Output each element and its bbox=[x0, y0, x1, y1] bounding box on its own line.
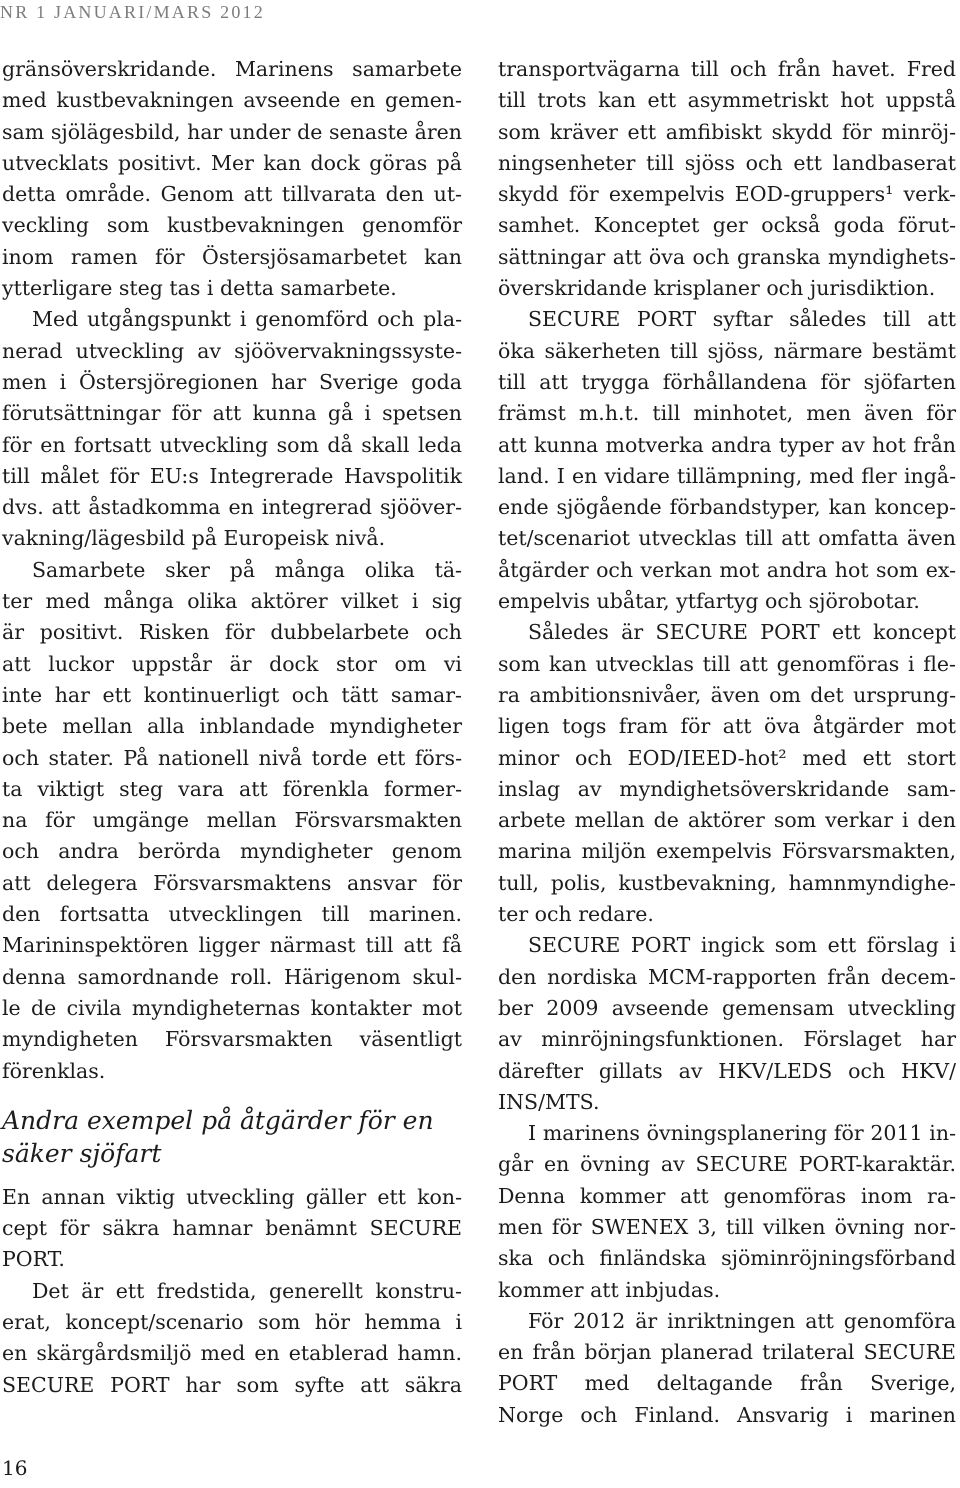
text-line: marina miljön exempelvis Försvarsmakten, bbox=[498, 839, 956, 864]
text-line: den nordiska MCM-rapporten från decem- bbox=[498, 964, 956, 989]
text-line: myndigheten Försvarsmakten väsentligt bbox=[2, 1027, 462, 1052]
text-line: Med utgångspunkt i genomförd och pla- bbox=[32, 307, 462, 332]
text-line: ta viktigt steg vara att förenkla former- bbox=[2, 776, 462, 801]
running-header: NR 1 JANUARI/MARS 2012 bbox=[0, 2, 265, 22]
text-line: I marinens övningsplanering för 2011 in- bbox=[528, 1121, 956, 1146]
text-line: är positivt. Risken för dubbelarbete och bbox=[2, 620, 462, 645]
text-line: land. I en vidare tillämpning, med fler ingå- bbox=[498, 463, 956, 488]
text-line: tull, polis, kustbevakning, hamnmyndighe- bbox=[498, 870, 956, 895]
text-line: främst m.h.t. till minhotet, men även för bbox=[498, 401, 956, 426]
text-line: den fortsatta utvecklingen till marinen. bbox=[2, 902, 462, 927]
page-number: 16 bbox=[2, 1456, 28, 1480]
section-heading-line: säker sjöfart bbox=[2, 1138, 162, 1168]
text-line: INS/MTS. bbox=[498, 1089, 600, 1114]
text-line: Marininspektören ligger närmast till att få bbox=[2, 933, 462, 958]
text-line: men för SWENEX 3, till vilken övning nor- bbox=[498, 1214, 956, 1239]
text-line: Det är ett fredstida, generellt konstru- bbox=[32, 1278, 462, 1303]
text-line: ter med många olika aktörer vilket i sig bbox=[2, 589, 462, 614]
text-line: och stater. På nationell nivå torde ett förs- bbox=[2, 745, 462, 770]
text-line: sam sjölägesbild, har under de senaste åren bbox=[2, 119, 462, 144]
text-line: till trots kan ett asymmetriskt hot uppstå bbox=[498, 88, 956, 113]
text-line: erat, koncept/scenario som hör hemma i bbox=[2, 1309, 462, 1334]
text-line: transportvägarna till och från havet. Fred bbox=[498, 57, 956, 81]
text-line: SECURE PORT ingick som ett förslag i bbox=[528, 933, 956, 958]
text-line: skydd för exempelvis EOD-gruppers¹ verk- bbox=[498, 182, 956, 207]
text-line: men i Östersjöregionen har Sverige goda bbox=[2, 369, 462, 394]
text-line: Samarbete sker på många olika tä- bbox=[32, 557, 462, 582]
text-line: utvecklats positivt. Mer kan dock göras på bbox=[2, 150, 462, 175]
text-line: tet/scenariot utvecklas till att omfatta även bbox=[498, 526, 956, 551]
text-line: Norge och Finland. Ansvarig i marinen bbox=[498, 1402, 956, 1427]
text-line: arbete mellan de aktörer som verkar i den bbox=[498, 808, 956, 833]
text-line: inte har ett kontinuerligt och tätt samar- bbox=[2, 682, 462, 707]
text-line: SECURE PORT syftar således till att bbox=[528, 307, 956, 332]
text-line: att luckor uppstår är dock stor om vi bbox=[2, 651, 462, 676]
text-line: att kunna motverka andra typer av hot från bbox=[498, 432, 956, 457]
body-text-left bbox=[2, 54, 462, 1087]
text-line: inslag av myndighetsöverskridande sam- bbox=[498, 776, 956, 801]
text-line: ligen togs fram för att öva åtgärder mot bbox=[498, 714, 956, 739]
text-line: ra ambitionsnivåer, även om det ursprung- bbox=[498, 682, 956, 707]
section-body bbox=[2, 1182, 462, 1401]
left-column bbox=[2, 54, 462, 1401]
text-line: förenklas. bbox=[2, 1058, 106, 1083]
text-line: som kräver ett amfibiskt skydd för minröj- bbox=[498, 119, 956, 144]
text-line: och andra berörda myndigheter genom bbox=[2, 839, 462, 864]
text-line: PORT. bbox=[2, 1247, 65, 1272]
text-line: Denna kommer att genomföras inom ra- bbox=[498, 1183, 956, 1208]
text-line: ningsenheter till sjöss och ett landbaserat bbox=[498, 150, 956, 175]
section-heading-line: Andra exempel på åtgärder för en bbox=[2, 1105, 434, 1135]
body-text-right bbox=[498, 54, 956, 1431]
text-line: av minröjningsfunktionen. Förslaget har bbox=[498, 1027, 956, 1052]
text-line: SECURE PORT har som syfte att säkra bbox=[2, 1372, 462, 1397]
text-line: med kustbevakningen avseende en gemen- bbox=[2, 88, 462, 113]
text-line: För 2012 är inriktningen att genomföra bbox=[528, 1308, 956, 1333]
text-line: empelvis ubåtar, ytfartyg och sjörobotar. bbox=[498, 589, 920, 614]
text-line: denna samordnande roll. Härigenom skul- bbox=[2, 964, 462, 989]
text-line: Således är SECURE PORT ett koncept bbox=[528, 620, 956, 645]
text-line: därefter gillats av HKV/LEDS och HKV/ bbox=[498, 1058, 956, 1083]
text-line: för en fortsatt utveckling som då skall leda bbox=[2, 432, 462, 457]
text-line: ende sjögående förbandstyper, kan koncep- bbox=[498, 495, 956, 520]
text-line: ter och redare. bbox=[498, 902, 654, 927]
text-line: minor och EOD/IEED-hot² med ett stort bbox=[498, 745, 956, 770]
text-line: nerad utveckling av sjöövervakningssyste- bbox=[2, 338, 462, 363]
text-line: en från början planerad trilateral SECURE bbox=[498, 1340, 956, 1365]
text-line: cept för säkra hamnar benämnt SECURE bbox=[2, 1216, 462, 1241]
text-line: detta område. Genom att tillvarata den ut- bbox=[2, 182, 462, 207]
section-heading bbox=[2, 1104, 462, 1170]
text-line: en skärgårdsmiljö med en etablerad hamn. bbox=[2, 1341, 462, 1366]
text-line: veckling som kustbevakningen genomför bbox=[2, 213, 462, 238]
text-line: ber 2009 avseende gemensam utveckling bbox=[498, 995, 956, 1020]
text-line: gränsöverskridande. Marinens samarbete bbox=[2, 57, 462, 81]
text-line: PORT med deltagande från Sverige, bbox=[498, 1371, 956, 1396]
text-line: na för umgänge mellan Försvarsmakten bbox=[2, 808, 462, 833]
text-line: kommer att inbjudas. bbox=[498, 1277, 721, 1302]
text-line: att delegera Försvarsmaktens ansvar för bbox=[2, 870, 462, 895]
text-line: inom ramen för Östersjösamarbetet kan bbox=[2, 244, 462, 269]
text-line: förutsättningar för att kunna gå i spetsen bbox=[2, 401, 462, 426]
right-column bbox=[498, 54, 956, 1431]
text-line: samhet. Konceptet ger också goda förut- bbox=[498, 213, 956, 238]
text-line: öka säkerheten till sjöss, närmare bestämt bbox=[498, 338, 956, 363]
text-line: vakning/lägesbild på Europeisk nivå. bbox=[2, 526, 386, 551]
text-line: ytterligare steg tas i detta samarbete. bbox=[2, 276, 397, 301]
text-line: som kan utvecklas till att genomföras i fle- bbox=[498, 651, 956, 676]
text-line: le de civila myndigheternas kontakter mot bbox=[2, 995, 462, 1020]
text-line: till att trygga förhållandena för sjöfarten bbox=[498, 369, 956, 394]
text-line: överskridande krisplaner och jurisdiktion. bbox=[498, 276, 936, 301]
text-line: åtgärder och verkan mot andra hot som ex- bbox=[498, 557, 956, 582]
text-line: går en övning av SECURE PORT-karaktär. bbox=[498, 1152, 956, 1177]
text-line: till målet för EU:s Integrerade Havspolitik bbox=[2, 463, 462, 488]
text-line: ska och finländska sjöminröjningsförband bbox=[498, 1246, 956, 1271]
text-line: bete mellan alla inblandade myndigheter bbox=[2, 714, 462, 739]
text-line: En annan viktig utveckling gäller ett kon- bbox=[2, 1184, 462, 1209]
text-line: dvs. att åstadkomma en integrerad sjööver- bbox=[2, 495, 462, 520]
text-line: sättningar att öva och granska myndighets- bbox=[498, 244, 956, 269]
